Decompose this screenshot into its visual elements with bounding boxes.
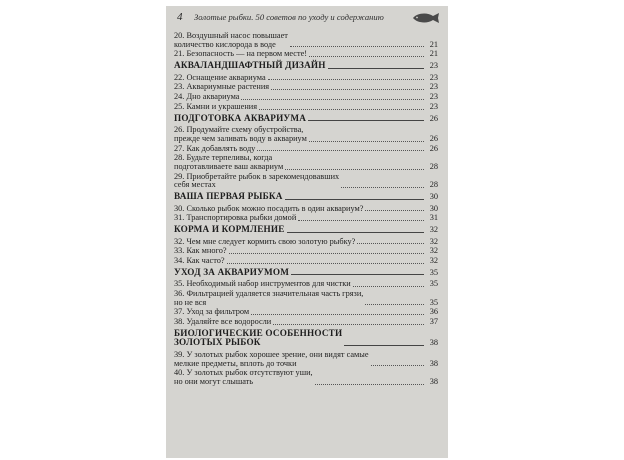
dot-leader	[298, 220, 424, 221]
toc-entry	[174, 32, 438, 49]
toc-title	[174, 280, 351, 289]
toc-title-line: 31. Транспортировка рыбки домой	[174, 213, 297, 223]
toc-title	[174, 192, 283, 202]
toc-title	[174, 318, 271, 327]
page-header	[166, 6, 448, 26]
toc-title-line: 40. У золотых рыбок отсутствуют уши,	[174, 368, 313, 378]
toc-entry	[174, 93, 438, 102]
toc-title-line: 38. Удаляйте все водоросли	[174, 317, 272, 327]
toc-title	[174, 369, 313, 386]
toc-title-line: 39. У золотых рыбок хорошее зрение, они видят самые	[174, 350, 369, 360]
toc-page-number: 30	[429, 192, 438, 202]
toc-entry	[174, 308, 438, 317]
toc-title	[174, 225, 285, 235]
toc-section-heading	[174, 268, 438, 278]
toc-page-number: 23	[429, 72, 438, 82]
toc-entry	[174, 247, 438, 256]
toc-page-number: 23	[429, 82, 438, 92]
toc-page-number: 23	[429, 61, 438, 71]
dot-leader	[291, 274, 424, 275]
toc-title-line: 25. Камни и украшения	[174, 101, 258, 111]
toc-entry	[174, 103, 438, 112]
toc-title-line: ЗОЛОТЫХ РЫБОК	[174, 337, 261, 348]
toc-entry	[174, 205, 438, 214]
dot-leader	[229, 253, 424, 254]
toc-page-number: 38	[429, 377, 438, 387]
toc-page-number: 21	[429, 39, 438, 49]
toc-page-number: 23	[429, 101, 438, 111]
dot-leader	[273, 324, 424, 325]
toc-page-number: 26	[429, 113, 438, 123]
goldfish-icon	[411, 12, 441, 24]
toc-title	[174, 238, 355, 247]
toc-entry	[174, 145, 438, 154]
toc-title-line: КОРМА И КОРМЛЕНИЕ	[174, 224, 285, 235]
toc-entry	[174, 173, 438, 190]
toc-page-number: 35	[429, 279, 438, 289]
toc-page-number: 36	[429, 307, 438, 317]
toc-title-line: 22. Оснащение аквариума	[174, 72, 266, 82]
toc-title	[174, 154, 283, 171]
toc-entry	[174, 290, 438, 307]
toc-section-heading	[174, 225, 438, 235]
book-page	[166, 6, 448, 458]
toc-page-number: 32	[429, 246, 438, 256]
toc-title	[174, 83, 269, 92]
toc-page-number: 32	[429, 236, 438, 246]
toc-title-line: себя местах	[174, 180, 216, 190]
toc-entry	[174, 214, 438, 223]
dot-leader	[285, 169, 424, 170]
dot-leader	[371, 365, 424, 366]
dot-leader	[365, 210, 424, 211]
toc-title-line: 28. Будьте терпеливы, когда	[174, 153, 273, 163]
toc-title-line: но не вся	[174, 297, 207, 307]
toc-page-number: 35	[429, 297, 438, 307]
toc-section-heading	[174, 114, 438, 124]
toc-entry	[174, 280, 438, 289]
toc-section-heading	[174, 61, 438, 71]
toc-page-number: 28	[429, 180, 438, 190]
toc-title-line: 30. Сколько рыбок можно посадить в один аквариум?	[174, 203, 364, 213]
toc-entry	[174, 74, 438, 83]
toc-title-line: 33. Как много?	[174, 246, 227, 256]
dot-leader	[268, 79, 424, 80]
dot-leader	[328, 68, 424, 69]
toc-title-line: 21. Безопасность — на первом месте!	[174, 49, 308, 59]
toc-page-number: 37	[429, 317, 438, 327]
toc-title	[174, 93, 239, 102]
dot-leader	[344, 345, 424, 346]
toc-page-number: 26	[429, 133, 438, 143]
toc-title	[174, 214, 296, 223]
dot-leader	[285, 199, 424, 200]
toc-title	[174, 308, 249, 317]
toc-title-line: 36. Фильтрацией удаляется значительная часть грязи,	[174, 289, 364, 299]
dot-leader	[241, 99, 424, 100]
dot-leader	[308, 120, 424, 121]
toc-title	[174, 32, 288, 49]
toc-title	[174, 74, 266, 83]
toc-title-line: 29. Приобретайте рыбок в зарекомендовавших	[174, 171, 340, 181]
toc-title-line: количество кислорода в воде	[174, 39, 276, 49]
toc-title-line: 24. Дно аквариума	[174, 92, 240, 102]
toc-title	[174, 103, 257, 112]
toc-title-line: 27. Как добавлять воду	[174, 143, 256, 153]
toc-title-line: 32. Чем мне следует кормить свою золотую рыбку?	[174, 236, 356, 246]
toc-title	[174, 145, 255, 154]
dot-leader	[227, 263, 424, 264]
toc-entry	[174, 83, 438, 92]
toc-title-line: 23. Аквариумные растения	[174, 82, 270, 92]
toc-title-line: УХОД ЗА АКВАРИУМОМ	[174, 266, 290, 277]
toc-title	[174, 290, 363, 307]
toc-title	[174, 173, 339, 190]
toc-title	[174, 257, 225, 266]
dot-leader	[353, 286, 424, 287]
toc-title-line: ПОДГОТОВКА АКВАРИУМА	[174, 112, 307, 123]
dot-leader	[271, 89, 424, 90]
page-number: 4	[177, 11, 183, 23]
toc-title-line: ВАША ПЕРВАЯ РЫБКА	[174, 191, 283, 202]
toc-title-line: 37. Уход за фильтром	[174, 307, 250, 317]
toc-title	[174, 114, 306, 124]
toc-title-line: АКВАЛАНДШАФТНЫЙ ДИЗАЙН	[174, 60, 326, 71]
toc-title	[174, 205, 363, 214]
toc-page-number: 38	[429, 358, 438, 368]
toc-title	[174, 126, 307, 143]
toc-entry	[174, 50, 438, 59]
toc-page-number: 30	[429, 203, 438, 213]
dot-leader	[309, 56, 424, 57]
toc-title	[174, 50, 307, 59]
toc-title	[174, 61, 326, 71]
toc-entry	[174, 126, 438, 143]
toc-entry	[174, 318, 438, 327]
toc-title	[174, 329, 342, 348]
toc-entry	[174, 351, 438, 368]
toc-title	[174, 268, 289, 278]
toc-entry	[174, 369, 438, 386]
toc-entry	[174, 154, 438, 171]
toc-title-line: прежде чем заливать воду в аквариум	[174, 133, 307, 143]
toc-page-number: 21	[429, 49, 438, 59]
dot-leader	[315, 384, 424, 385]
toc-page-number: 32	[429, 225, 438, 235]
toc-entry	[174, 257, 438, 266]
dot-leader	[251, 314, 424, 315]
table-of-contents	[174, 32, 438, 388]
toc-title-line: подготавливаете ваш аквариум	[174, 161, 284, 171]
dot-leader	[259, 109, 424, 110]
toc-title-line: 26. Продумайте схему обустройства,	[174, 125, 304, 135]
toc-page-number: 35	[429, 267, 438, 277]
dot-leader	[290, 46, 424, 47]
dot-leader	[287, 232, 424, 233]
toc-page-number: 38	[429, 338, 438, 348]
dot-leader	[365, 304, 424, 305]
toc-title-line: 34. Как часто?	[174, 256, 225, 266]
toc-page-number: 23	[429, 92, 438, 102]
toc-title-line: мелкие предметы, вплоть до точки	[174, 358, 297, 368]
toc-title	[174, 247, 227, 256]
dot-leader	[257, 150, 424, 151]
toc-page-number: 32	[429, 256, 438, 266]
toc-title-line: 20. Воздушный насос повышает	[174, 31, 288, 40]
toc-entry	[174, 238, 438, 247]
toc-page-number: 26	[429, 143, 438, 153]
toc-title-line: БИОЛОГИЧЕСКИЕ ОСОБЕННОСТИ	[174, 327, 343, 338]
dot-leader	[341, 187, 424, 188]
running-title: Золотые рыбки. 50 советов по уходу и содержанию	[194, 12, 384, 22]
toc-section-heading	[174, 192, 438, 202]
dot-leader	[357, 243, 424, 244]
dot-leader	[309, 141, 424, 142]
toc-page-number: 28	[429, 161, 438, 171]
toc-page-number: 31	[429, 213, 438, 223]
toc-title	[174, 351, 369, 368]
toc-title-line: 35. Необходимый набор инструментов для чистки	[174, 279, 351, 289]
toc-title-line: но они могут слышать	[174, 377, 254, 387]
toc-section-heading	[174, 329, 438, 348]
